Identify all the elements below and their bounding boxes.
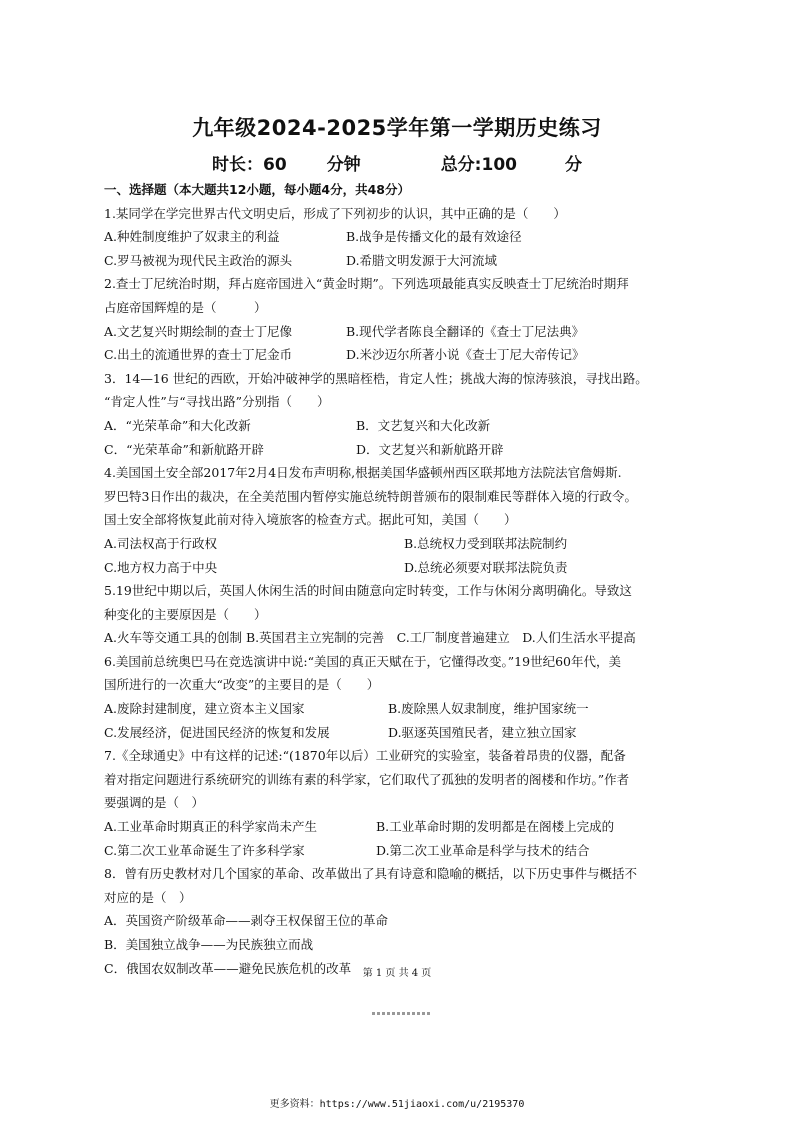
- duration-unit: 分钟: [326, 155, 361, 175]
- option-d: D.希腊文明发源于大河流域: [346, 252, 498, 268]
- question-6: [104, 650, 704, 744]
- scan-mark: [372, 1012, 432, 1015]
- page-title: 九年级2024-2025学年第一学期历史练习: [192, 116, 602, 140]
- option-row: [104, 249, 704, 273]
- option-b: B.战争是传播文化的最有效途径: [346, 229, 522, 245]
- option-b: B.总统权力受到联邦法院制约: [404, 535, 568, 551]
- question-3: [104, 367, 704, 461]
- option-a: A.种姓制度维护了奴隶主的利益: [104, 229, 280, 245]
- question-1: [104, 202, 704, 273]
- option-c: C.第二次工业革命诞生了许多科学家: [104, 842, 305, 858]
- option-b: B.废除黑人奴隶制度，维护国家统一: [388, 701, 589, 717]
- option-a: A.文艺复兴时期绘制的查士丁尼像: [104, 323, 293, 339]
- question-stem: 8．曾有历史教材对几个国家的革命、改革做出了具有诗意和隐喻的概括，以下历史事件与概括不: [104, 866, 637, 882]
- question-stem: 占庭帝国辉煌的是（ ）: [104, 299, 267, 315]
- option-b: B.现代学者陈良全翻译的《查士丁尼法典》: [346, 323, 585, 339]
- question-stem: “肯定人性”与“寻找出路”分别指（ ）: [104, 394, 330, 410]
- option-b: B．文艺复兴和大化改新: [356, 417, 491, 433]
- option-a: A．“光荣革命”和大化改新: [104, 417, 251, 433]
- option-row: A.火车等交通工具的创制 B.英国君主立宪制的完善 C.工厂制度普遍建立 D.人们生活水平提高: [104, 630, 636, 646]
- option-a: A.废除封建制度，建立资本主义国家: [104, 701, 305, 717]
- question-content: [104, 178, 704, 980]
- option-c: C．“光荣革命”和新航路开辟: [104, 441, 264, 457]
- question-stem: 6.美国前总统奥巴马在竞选演讲中说:“美国的真正天赋在于，它懂得改变。”19世纪60年代，美: [104, 653, 621, 669]
- option-d: D．文艺复兴和新航路开辟: [356, 441, 504, 457]
- option-d: D.驱逐英国殖民者，建立独立国家: [388, 724, 577, 740]
- question-stem: 要强调的是（ ）: [104, 795, 205, 811]
- page-number: 第 1 页 共 4 页: [362, 968, 432, 979]
- exam-info: [0, 150, 794, 175]
- option-d: D.米沙迈尔所著小说《查士丁尼大帝传记》: [346, 347, 585, 363]
- option-row: [104, 532, 704, 556]
- question-stem: 国所进行的一次重大“改变”的主要目的是（ ）: [104, 677, 380, 693]
- option-b: B.工业革命时期的发明都是在阁楼上完成的: [376, 819, 615, 835]
- option-row: [104, 438, 704, 462]
- question-5: [104, 579, 704, 650]
- option-c: C.罗马被视为现代民主政治的源头: [104, 252, 293, 268]
- option-d: D.第二次工业革命是科学与技术的结合: [376, 842, 590, 858]
- total-unit: 分: [564, 155, 582, 175]
- question-4: [104, 461, 704, 579]
- question-stem: 4.美国国土安全部2017年2月4日发布声明称,根据美国华盛顿州西区联邦地方法院法官詹姆斯.: [104, 465, 622, 481]
- question-stem: 2.查士丁尼统治时期，拜占庭帝国进入“黄金时期”。下列选项最能真实反映查士丁尼统治时期拜: [104, 276, 629, 292]
- option-c: C.发展经济，促进国民经济的恢复和发展: [104, 724, 330, 740]
- option-row: [104, 225, 704, 249]
- resource-link[interactable]: 更多资料：https://www.51jiaoxi.com/u/2195370: [269, 1099, 525, 1110]
- question-stem: 国土安全部将恢复此前对待入境旅客的检查方式。据此可知，美国（ ）: [104, 512, 517, 528]
- option-row: [104, 343, 704, 367]
- question-stem: 着对指定问题进行系统研究的训练有素的科学家，它们取代了孤独的发明者的阁楼和作坊。”作者: [104, 771, 630, 787]
- option-a: A.司法权高于行政权: [104, 535, 218, 551]
- option-b: B．美国独立战争——为民族独立而战: [104, 937, 314, 952]
- option-row: [104, 815, 704, 839]
- option-a: A.工业革命时期真正的科学家尚未产生: [104, 819, 318, 835]
- option-row: [104, 556, 704, 580]
- option-d: D.总统必须要对联邦法院负责: [404, 559, 568, 575]
- option-c: C．俄国农奴制改革——避免民族危机的改革: [104, 960, 352, 976]
- option-c: C.出土的流通世界的查士丁尼金币: [104, 347, 293, 363]
- option-row: [104, 697, 704, 721]
- question-7: [104, 744, 704, 862]
- question-stem: 种变化的主要原因是（ ）: [104, 606, 267, 622]
- option-a: A．英国资产阶级革命——剥夺王权保留王位的革命: [104, 913, 389, 929]
- question-8: [104, 862, 704, 980]
- question-stem: 1.某同学在学完世界古代文明史后，形成了下列初步的认识，其中正确的是（ ）: [104, 205, 566, 221]
- option-row: [104, 839, 704, 863]
- question-stem: 7.《全球通史》中有这样的记述:“(1870年以后）工业研究的实验室，装备着昂贵的仪器，配备: [104, 748, 626, 764]
- option-row: [104, 414, 704, 438]
- question-2: [104, 272, 704, 366]
- option-c: C.地方权力高于中央: [104, 559, 218, 575]
- total-label: 总分:100: [440, 155, 517, 175]
- question-stem: 5.19世纪中期以后，英国人休闲生活的时间由随意向定时转变，工作与休闲分离明确化。导致这: [104, 583, 632, 599]
- duration-label: 时长：60: [212, 155, 287, 175]
- option-row: [104, 320, 704, 344]
- section-title: 一、选择题（本大题共12小题，每小题4分，共48分）: [104, 182, 410, 197]
- option-row: [104, 721, 704, 745]
- question-stem: 3．14—16 世纪的西欧，开始冲破神学的黑暗桎梏，肯定人性；挑战大海的惊涛骇浪，寻找出路。: [104, 370, 648, 386]
- question-stem: 罗巴特3日作出的裁决，在全美范围内暂停实施总统特朗普颁布的限制难民等群体入境的行政令。: [104, 488, 637, 504]
- question-stem: 对应的是（ ）: [104, 889, 192, 905]
